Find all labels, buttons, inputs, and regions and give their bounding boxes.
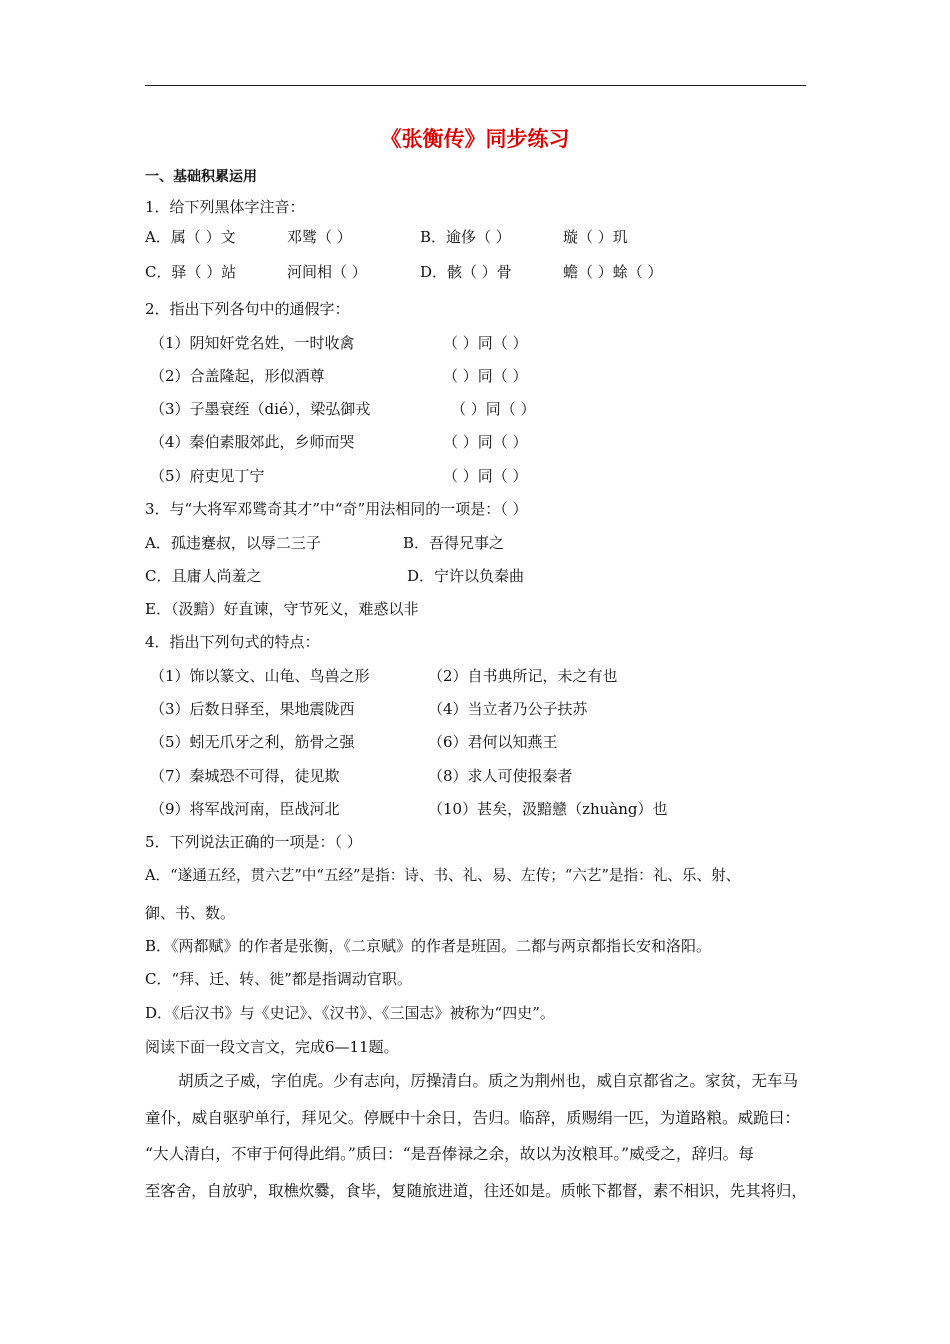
passage-line: 胡质之子威，字伯虎。少有志向，厉操清白。质之为荆州也，威自京都省之。家贫，无车马 (178, 1072, 799, 1090)
q4-item: （9）将军战河南，臣战河北 (150, 800, 340, 818)
passage-line: “大人清白，不审于何得此绢。”质曰：“是吾俸禄之余，故以为汝粮耳。”威受之，辞归。每 (145, 1145, 754, 1163)
q1-option-c-2: 河间相（ ） (287, 263, 367, 281)
q3-option-d: D．宁许以负秦曲 (407, 567, 525, 585)
q4-item: （6）君何以知燕王 (428, 733, 558, 751)
q4-item: （4）当立者乃公子扶苏 (428, 700, 588, 718)
q2-item-text: （1）阴知奸党名姓，一时收禽 (150, 334, 355, 352)
q5-option-b: B．《两都赋》的作者是张衡，《二京赋》的作者是班固。二都与两京都指长安和洛阳。 (145, 937, 712, 955)
q4-item: （1）饰以篆文、山龟、鸟兽之形 (150, 667, 370, 685)
q5-option-a: A．“遂通五经，贯六艺”中“五经”是指：诗、书、礼、易、左传；“六艺”是指：礼、乐、射、 (145, 867, 741, 884)
q5-stem: 5．下列说法正确的一项是：（ ） (145, 833, 362, 851)
q2-item-text: （2）合盖隆起，形似酒尊 (150, 367, 325, 385)
q4-stem: 4．指出下列句式的特点： (145, 633, 320, 651)
q2-item-text: （5）府吏见丁宁 (150, 467, 265, 485)
q5-option-d: D．《后汉书》与《史记》、《汉书》、《三国志》被称为“四史”。 (145, 1004, 555, 1022)
q2-item-blank: （ ）同（ ） (443, 467, 528, 485)
q2-item-text: （3）子墨衰绖（dié），梁弘御戎 (150, 400, 371, 418)
q1-option-a-2: 邓骘（ ） (287, 228, 352, 246)
q3-option-e: E．（汲黯）好直谏，守节死义，难惑以非 (145, 600, 419, 618)
passage-line: 至客舍，自放驴，取樵炊爨，食毕，复随旅进道，往还如是。质帐下都督，素不相识，先其将归， (145, 1182, 807, 1200)
section-heading: 一、基础积累运用 (145, 169, 257, 185)
q2-stem: 2．指出下列各句中的通假字： (145, 300, 350, 318)
q2-item-blank: （ ）同（ ） (443, 367, 528, 385)
q2-item-blank: （ ）同（ ） (443, 433, 528, 451)
passage-line: 童仆，威自驱驴单行，拜见父。停厩中十余日，告归。临辞，质赐绢一匹，为道路粮。威跪曰： (145, 1109, 800, 1127)
q4-item: （10）甚矣，汲黯戆（zhuàng）也 (428, 800, 668, 818)
q4-item: （5）蚓无爪牙之利，筋骨之强 (150, 733, 355, 751)
q2-item-blank: （ ）同（ ） (443, 334, 528, 352)
header-rule (145, 85, 806, 86)
q2-item-text: （4）秦伯素服郊此，乡师而哭 (150, 433, 355, 451)
q4-item: （3）后数日驿至，果地震陇西 (150, 700, 355, 718)
q1-option-d-1: D．骸（ ）骨 (420, 263, 512, 281)
q4-item: （2）自书典所记，未之有也 (428, 667, 618, 685)
q1-option-c-1: C．驿（ ）站 (145, 263, 237, 281)
q1-stem: 1．给下列黑体字注音： (145, 198, 305, 216)
q3-option-b: B．吾得兄事之 (403, 534, 505, 552)
q1-option-b-2: 璇（ ）玑 (563, 228, 628, 246)
q1-option-a-1: A．属（ ）文 (145, 228, 236, 246)
q1-option-d-2: 蟾（ ）蜍（ ） (563, 263, 663, 281)
q3-option-c: C．且庸人尚羞之 (145, 567, 262, 585)
q3-stem: 3．与“大将军邓骘奇其才”中“奇”用法相同的一项是：（ ） (145, 500, 528, 518)
q5-option-a-cont: 御、书、数。 (145, 904, 236, 922)
q5-option-c: C．“拜、迁、转、徙”都是指调动官职。 (145, 970, 412, 988)
q1-option-b-1: B．逾侈（ ） (420, 228, 511, 246)
page-title: 《张衡传》同步练习 (380, 127, 570, 151)
q4-item: （8）求人可使报秦者 (428, 767, 573, 785)
q2-item-blank: （ ）同（ ） (451, 400, 536, 418)
q4-item: （7）秦城恐不可得，徒见欺 (150, 767, 340, 785)
q3-option-a: A．孤违蹇叔，以辱二三子 (145, 534, 321, 552)
reading-intro: 阅读下面一段文言文，完成6—11题。 (145, 1038, 399, 1056)
